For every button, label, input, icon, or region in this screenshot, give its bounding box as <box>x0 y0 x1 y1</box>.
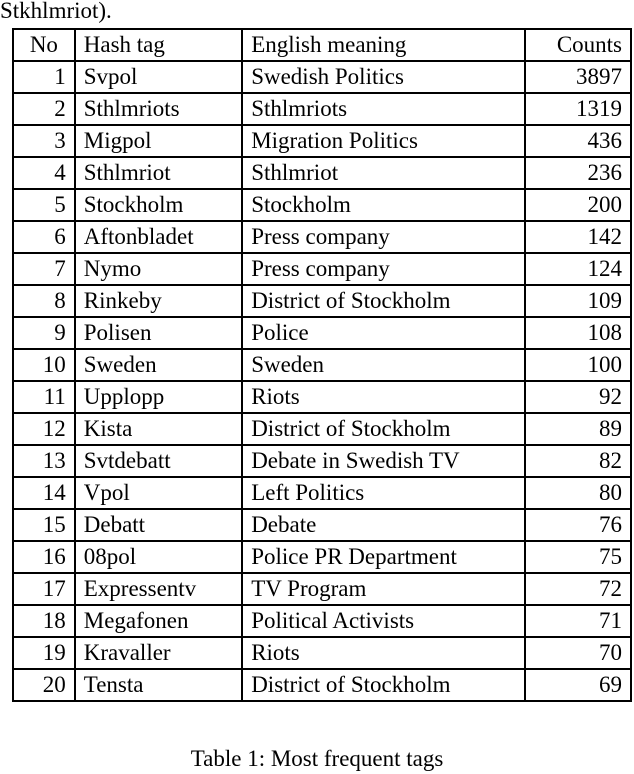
cell-no: 8 <box>13 285 75 317</box>
table-row <box>13 637 631 669</box>
table-row <box>13 125 631 157</box>
cell-hash-tag: Megafonen <box>75 605 242 637</box>
cell-count: 142 <box>525 221 631 253</box>
cell-count: 71 <box>525 605 631 637</box>
cell-english-meaning: Press company <box>242 221 525 253</box>
cell-count: 236 <box>525 157 631 189</box>
header-counts: Counts <box>525 29 631 61</box>
cell-hash-tag: Svpol <box>75 61 242 93</box>
header-english-meaning: English meaning <box>242 29 525 61</box>
cell-no: 11 <box>13 381 75 413</box>
cell-english-meaning: Riots <box>242 637 525 669</box>
cell-no: 7 <box>13 253 75 285</box>
cell-english-meaning: Debate <box>242 509 525 541</box>
cell-english-meaning: District of Stockholm <box>242 413 525 445</box>
cell-english-meaning: Left Politics <box>242 477 525 509</box>
cell-no: 14 <box>13 477 75 509</box>
cell-count: 82 <box>525 445 631 477</box>
cell-hash-tag: Kravaller <box>75 637 242 669</box>
cell-hash-tag: Svtdebatt <box>75 445 242 477</box>
table-row <box>13 413 631 445</box>
cell-english-meaning: Political Activists <box>242 605 525 637</box>
preceding-text: Stkhlmriot). <box>0 0 112 23</box>
cell-hash-tag: Upplopp <box>75 381 242 413</box>
cell-hash-tag: Debatt <box>75 509 242 541</box>
cell-no: 16 <box>13 541 75 573</box>
cell-no: 12 <box>13 413 75 445</box>
cell-english-meaning: TV Program <box>242 573 525 605</box>
cell-english-meaning: Swedish Politics <box>242 61 525 93</box>
cell-english-meaning: Police <box>242 317 525 349</box>
cell-english-meaning: Sthlmriot <box>242 157 525 189</box>
cell-hash-tag: Kista <box>75 413 242 445</box>
cell-count: 75 <box>525 541 631 573</box>
cell-count: 100 <box>525 349 631 381</box>
cell-count: 3897 <box>525 61 631 93</box>
cell-no: 10 <box>13 349 75 381</box>
cell-no: 19 <box>13 637 75 669</box>
cell-hash-tag: Sthlmriot <box>75 157 242 189</box>
cell-count: 1319 <box>525 93 631 125</box>
header-no: No <box>13 29 75 61</box>
cell-english-meaning: Debate in Swedish TV <box>242 445 525 477</box>
cell-count: 436 <box>525 125 631 157</box>
cell-count: 69 <box>525 669 631 701</box>
cell-hash-tag: Polisen <box>75 317 242 349</box>
cell-english-meaning: Police PR Department <box>242 541 525 573</box>
table-row <box>13 189 631 221</box>
cell-count: 92 <box>525 381 631 413</box>
frequent-tags-table <box>12 28 632 702</box>
cell-hash-tag: Vpol <box>75 477 242 509</box>
cell-count: 200 <box>525 189 631 221</box>
cell-no: 15 <box>13 509 75 541</box>
cell-hash-tag: Rinkeby <box>75 285 242 317</box>
cell-no: 6 <box>13 221 75 253</box>
cell-count: 108 <box>525 317 631 349</box>
table-row <box>13 477 631 509</box>
table-row <box>13 157 631 189</box>
cell-english-meaning: District of Stockholm <box>242 285 525 317</box>
cell-count: 89 <box>525 413 631 445</box>
cell-count: 72 <box>525 573 631 605</box>
cell-no: 4 <box>13 157 75 189</box>
cell-english-meaning: Sthlmriots <box>242 93 525 125</box>
cell-no: 13 <box>13 445 75 477</box>
cell-hash-tag: Migpol <box>75 125 242 157</box>
cell-english-meaning: Press company <box>242 253 525 285</box>
cell-no: 20 <box>13 669 75 701</box>
table-row <box>13 221 631 253</box>
cell-no: 2 <box>13 93 75 125</box>
cell-no: 3 <box>13 125 75 157</box>
cell-hash-tag: Tensta <box>75 669 242 701</box>
cell-count: 80 <box>525 477 631 509</box>
table-header-row <box>13 29 631 61</box>
cell-english-meaning: Migration Politics <box>242 125 525 157</box>
cell-hash-tag: Aftonbladet <box>75 221 242 253</box>
table-row <box>13 381 631 413</box>
cell-english-meaning: Riots <box>242 381 525 413</box>
cell-english-meaning: District of Stockholm <box>242 669 525 701</box>
cell-count: 76 <box>525 509 631 541</box>
cell-hash-tag: Sthlmriots <box>75 93 242 125</box>
header-hash-tag: Hash tag <box>75 29 242 61</box>
table-row <box>13 285 631 317</box>
cell-no: 5 <box>13 189 75 221</box>
table-caption: Table 1: Most frequent tags <box>190 746 444 771</box>
cell-no: 9 <box>13 317 75 349</box>
table-row <box>13 317 631 349</box>
table-row <box>13 93 631 125</box>
table-row <box>13 445 631 477</box>
table-row <box>13 541 631 573</box>
table-row <box>13 349 631 381</box>
table-row <box>13 669 631 701</box>
table-row <box>13 573 631 605</box>
cell-count: 70 <box>525 637 631 669</box>
cell-no: 1 <box>13 61 75 93</box>
cell-count: 124 <box>525 253 631 285</box>
cell-hash-tag: Stockholm <box>75 189 242 221</box>
cell-hash-tag: 08pol <box>75 541 242 573</box>
cell-hash-tag: Nymo <box>75 253 242 285</box>
table-row <box>13 509 631 541</box>
table-row <box>13 61 631 93</box>
cell-no: 17 <box>13 573 75 605</box>
cell-english-meaning: Stockholm <box>242 189 525 221</box>
cell-no: 18 <box>13 605 75 637</box>
cell-hash-tag: Expressentv <box>75 573 242 605</box>
cell-hash-tag: Sweden <box>75 349 242 381</box>
cell-count: 109 <box>525 285 631 317</box>
table-row <box>13 253 631 285</box>
table-row <box>13 605 631 637</box>
cell-english-meaning: Sweden <box>242 349 525 381</box>
